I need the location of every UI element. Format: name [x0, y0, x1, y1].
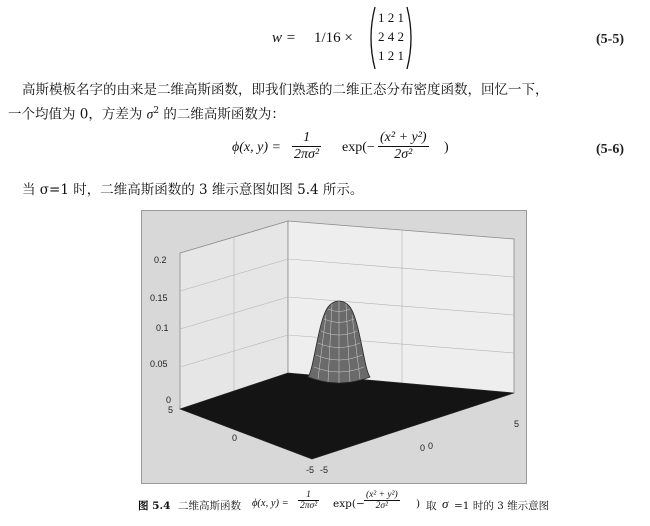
- matrix-bracket-left: [366, 6, 376, 70]
- caption-label: 图 5.4: [138, 500, 171, 512]
- z-tick: 0.2: [154, 255, 167, 265]
- caption-text-b: 取: [426, 500, 437, 512]
- left-axis-tick: 5: [168, 405, 174, 415]
- caption-exp-open: exp(−: [333, 498, 365, 510]
- right-axis-tick: 0: [428, 441, 434, 451]
- fraction-denominator: 2πσ²: [294, 147, 320, 162]
- exp-close: ): [444, 140, 449, 155]
- front-axis-tick: 0: [420, 443, 426, 453]
- matrix-row: 1 2 1: [378, 10, 404, 25]
- figure-gaussian-3d: [141, 210, 527, 484]
- fraction-exponent: [378, 130, 429, 163]
- z-tick: 0.15: [150, 293, 168, 303]
- left-axis-tick: 0: [232, 433, 238, 443]
- fraction-denominator: 2πσ²: [300, 501, 318, 511]
- matrix-bracket-right: [406, 6, 416, 70]
- fraction-numerator: 1: [306, 490, 311, 500]
- caption-text-a: 二维高斯函数: [178, 500, 241, 512]
- caption-text-c: =1 时的 3 维示意图: [454, 500, 550, 512]
- matrix-rows: [376, 8, 406, 65]
- exp-open: exp(−: [342, 140, 375, 155]
- caption-fraction-exponent: [364, 490, 400, 511]
- matrix-row: 1 2 1: [378, 48, 404, 63]
- paragraph-intro-line1: 高斯模板名字的由来是二维高斯函数，即我们熟悉的二维正态分布密度函数，回忆一下，: [22, 82, 549, 98]
- paragraph-intro-line2: [8, 101, 285, 125]
- exponent: 2: [153, 106, 160, 116]
- equation-number-5-6: (5-6): [596, 142, 624, 157]
- equation-5-5: [262, 4, 412, 70]
- fraction-numerator: 1: [303, 130, 311, 145]
- z-tick: 0.05: [150, 359, 168, 369]
- matrix-row: 2 4 2: [378, 29, 404, 44]
- caption-func: ϕ(x, y) =: [252, 498, 289, 509]
- paragraph-sigma-one: 当 σ=1 时，二维高斯函数的 3 维示意图如图 5.4 所示。: [22, 182, 364, 198]
- front-axis-tick: -5: [320, 465, 329, 475]
- caption-sigma: σ: [442, 496, 449, 511]
- intro-text-a: 一个均值为 0，方差为: [8, 106, 147, 123]
- fraction-numerator: (x² + y²): [366, 490, 398, 500]
- equation-5-6: [232, 126, 462, 172]
- z-tick: 0: [166, 395, 172, 405]
- gaussian-lhs: ϕ(x, y) =: [232, 140, 281, 155]
- equation-number-5-5: (5-5): [596, 32, 624, 47]
- sigma-symbol: σ: [146, 106, 154, 122]
- caption-fraction-one: [298, 490, 319, 511]
- figure-caption: [130, 488, 630, 522]
- intro-text-b: 的二维高斯函数为：: [159, 106, 285, 123]
- fraction-denominator: 2σ²: [364, 500, 400, 511]
- fraction-one-over: [292, 130, 321, 163]
- equation-lhs: w =: [272, 30, 296, 46]
- left-axis-tick: -5: [306, 465, 315, 475]
- right-axis-tick: 5: [514, 419, 520, 429]
- equation-scale: 1/16 ×: [314, 30, 353, 46]
- fraction-numerator: (x² + y²): [380, 130, 427, 145]
- fraction-denominator: 2σ²: [378, 146, 429, 163]
- z-tick: 0.1: [156, 323, 169, 333]
- caption-close: ): [416, 498, 421, 510]
- gaussian-3d-plot: [142, 211, 526, 483]
